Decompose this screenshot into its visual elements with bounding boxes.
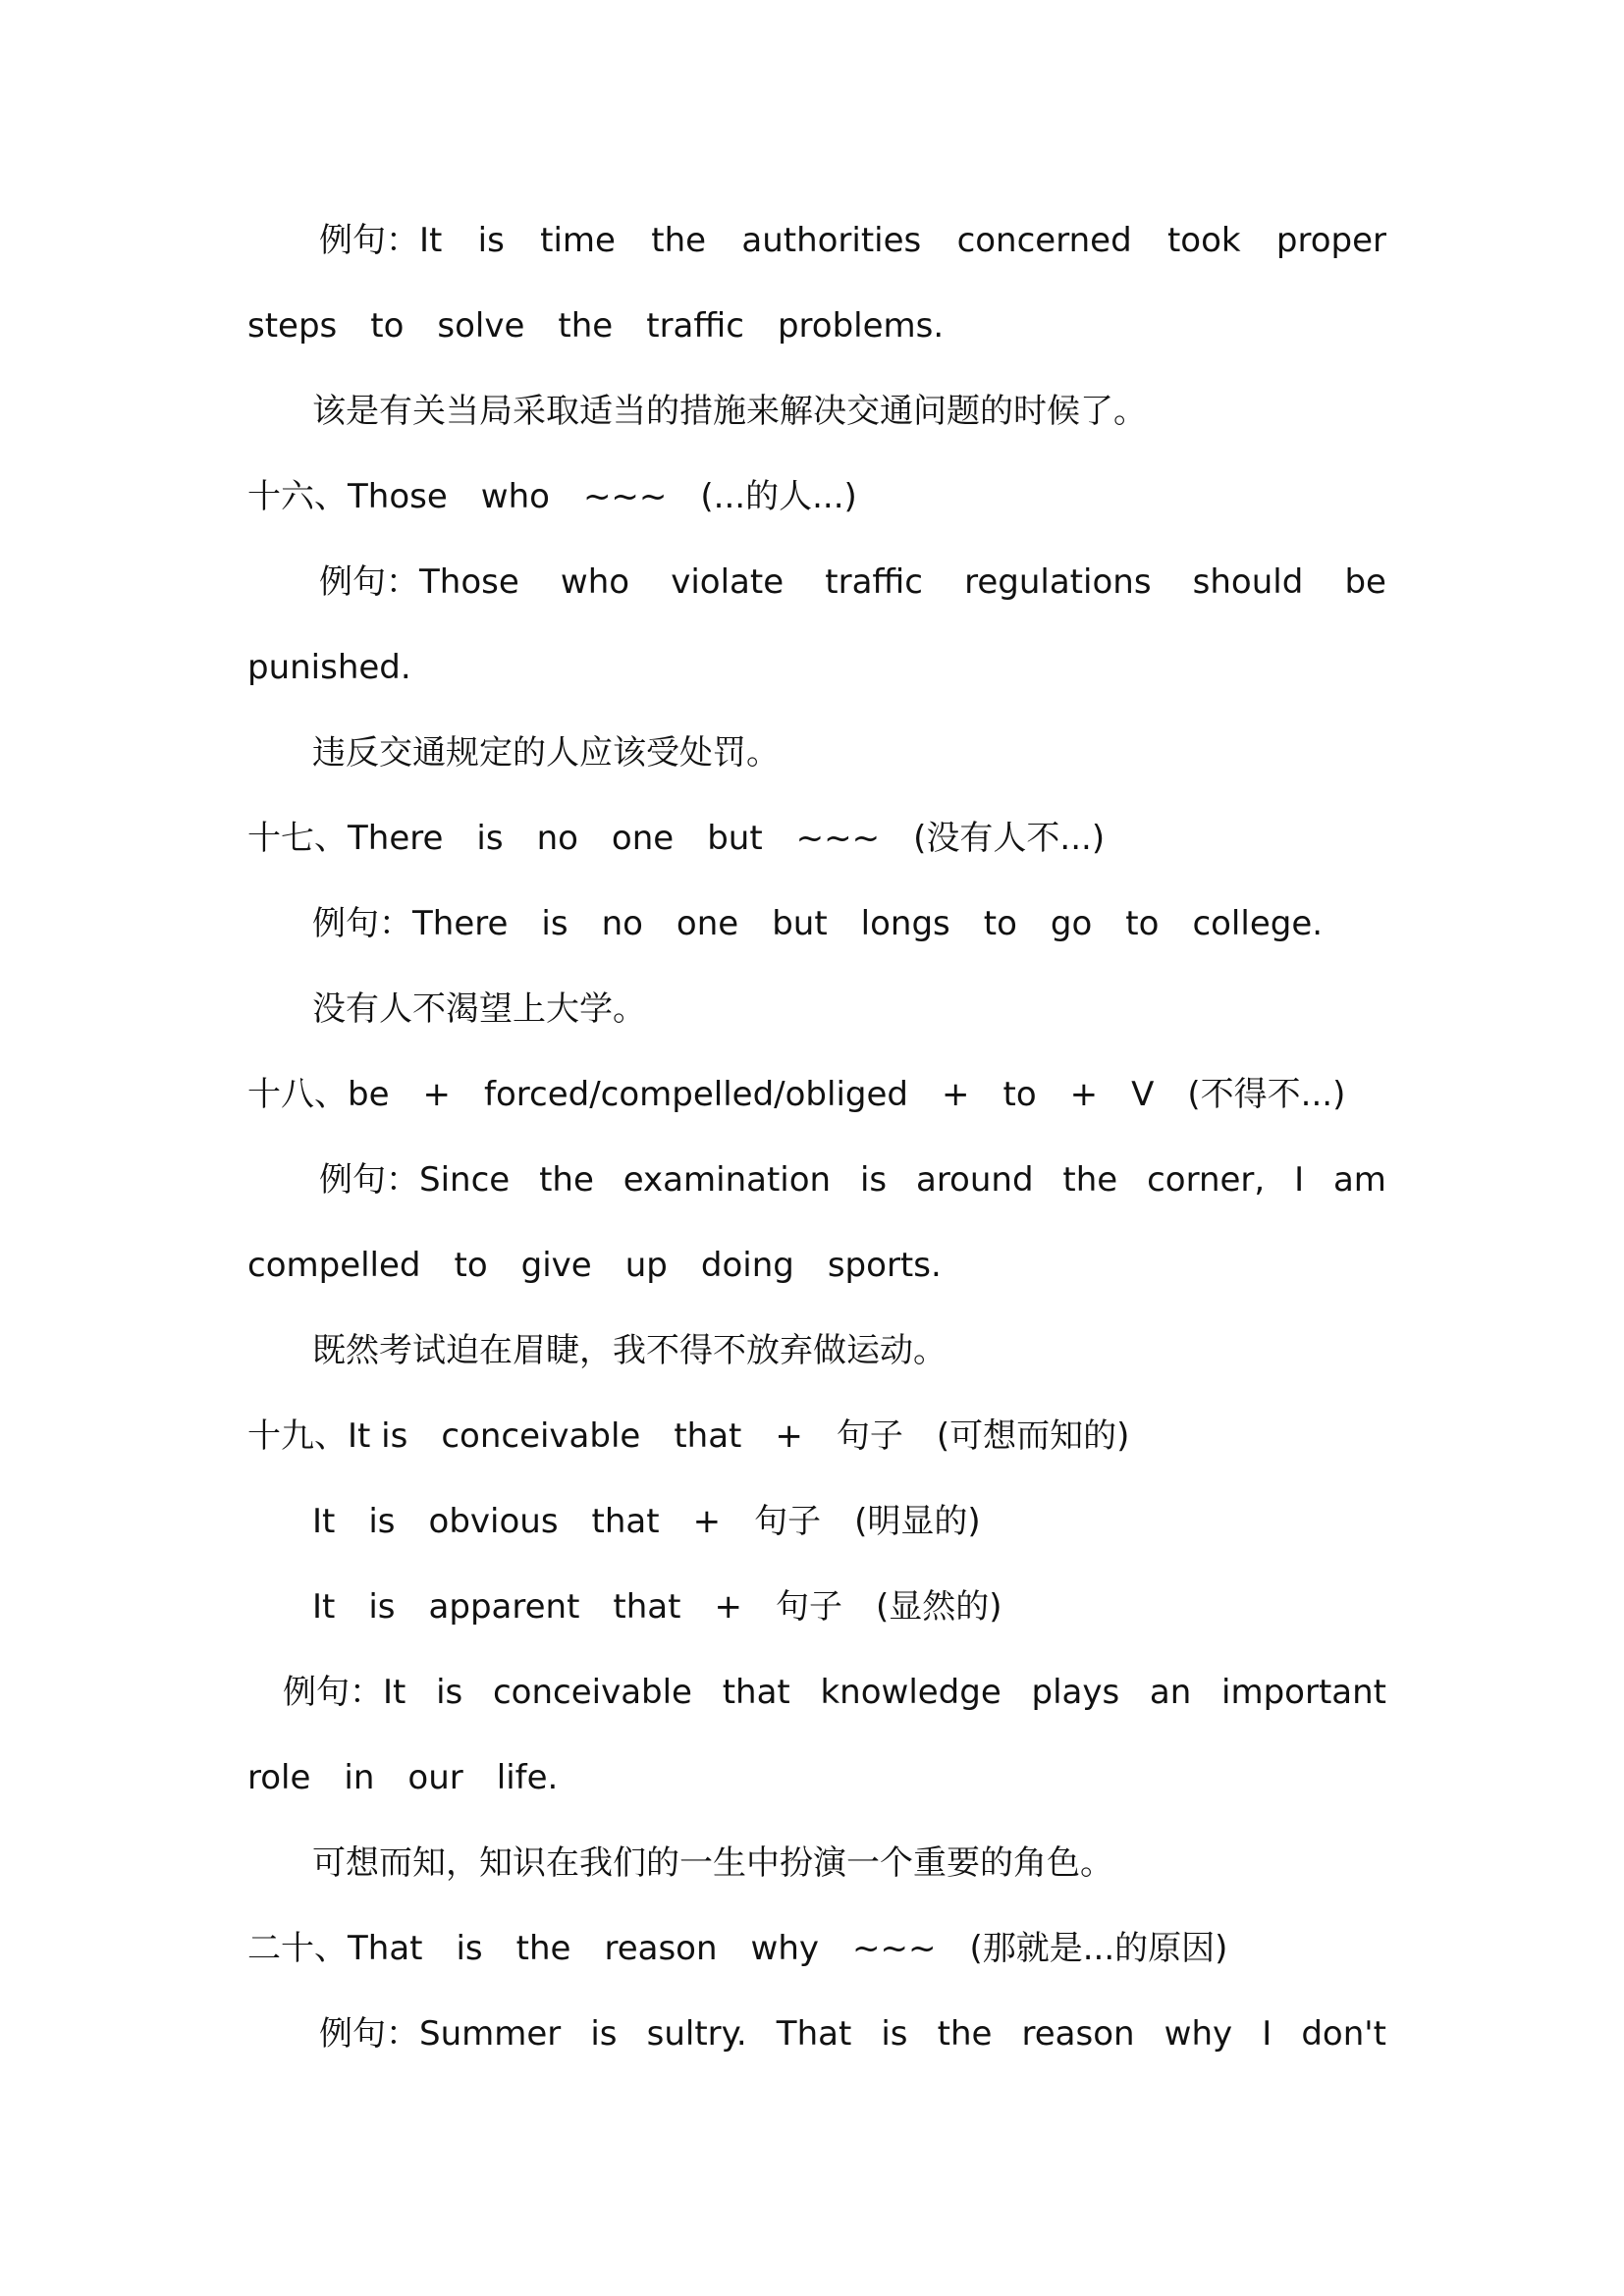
word: I	[1262, 2014, 1272, 2054]
word: who	[480, 477, 550, 516]
word: the	[515, 1929, 571, 1968]
word: +	[422, 1075, 451, 1114]
word: proper	[1275, 221, 1386, 260]
word: knowledge	[820, 1673, 1001, 1712]
word: authorities	[741, 221, 922, 260]
word: regulations	[964, 562, 1152, 602]
word: +	[692, 1502, 722, 1541]
word: 句子	[775, 1587, 842, 1627]
word: steps	[247, 306, 338, 346]
word: give	[520, 1246, 592, 1285]
word: 十九、It is	[247, 1416, 408, 1456]
example-sentence	[319, 2004, 1386, 2063]
word: (可想而知的)	[936, 1416, 1130, 1456]
chinese-translation	[312, 1321, 1386, 1380]
word: ~~~	[852, 1929, 937, 1968]
word: no	[536, 819, 578, 858]
word: around	[915, 1160, 1034, 1200]
chinese-translation	[312, 382, 1386, 441]
example-sentence	[319, 211, 1386, 270]
word: conceivable	[492, 1673, 692, 1712]
word: that	[674, 1416, 742, 1456]
word: conceivable	[441, 1416, 641, 1456]
word: go	[1050, 904, 1093, 943]
word: ~~~	[795, 819, 881, 858]
word: 例句：Since	[319, 1160, 511, 1200]
word: is	[541, 904, 568, 943]
word: violate	[671, 562, 785, 602]
word: one	[676, 904, 739, 943]
word: +	[714, 1587, 742, 1627]
word: problems.	[777, 306, 945, 346]
chinese-translation	[312, 1834, 1386, 1893]
word: traffic	[646, 306, 744, 346]
word: compelled	[247, 1246, 421, 1285]
word: to	[983, 904, 1017, 943]
word: life.	[496, 1758, 559, 1797]
example-continuation	[247, 638, 1386, 697]
word: one	[611, 819, 675, 858]
example-sentence	[312, 894, 1386, 953]
word: ~~~	[582, 477, 668, 516]
word: 句子	[754, 1502, 822, 1541]
word: that	[591, 1502, 660, 1541]
chinese-translation	[312, 723, 1386, 782]
word: examination	[623, 1160, 832, 1200]
word: That	[776, 2014, 852, 2054]
word: college.	[1192, 904, 1324, 943]
word: to	[1002, 1075, 1037, 1114]
word: is	[859, 1160, 888, 1200]
pattern-variant	[312, 1577, 1386, 1636]
word: the	[651, 221, 707, 260]
pattern-heading	[247, 1407, 1386, 1466]
word: be	[1344, 562, 1386, 602]
word: (不得不...)	[1187, 1075, 1346, 1114]
pattern-variant	[312, 1492, 1386, 1551]
word: sultry.	[646, 2014, 747, 2054]
word: to	[1125, 904, 1160, 943]
word: is	[476, 819, 504, 858]
word: our	[407, 1758, 463, 1797]
word: reason	[604, 1929, 718, 1968]
word: corner,	[1147, 1160, 1266, 1200]
line-text: 没有人不渴望上大学。	[312, 989, 646, 1029]
pattern-heading	[247, 1065, 1386, 1124]
word: who	[560, 562, 630, 602]
word: 例句：There	[312, 904, 509, 943]
example-sentence	[283, 1663, 1386, 1722]
word: is	[590, 2014, 618, 2054]
pattern-heading	[247, 809, 1386, 868]
word: doing	[700, 1246, 794, 1285]
word: apparent	[428, 1587, 580, 1627]
chinese-translation	[312, 980, 1386, 1039]
word: 十七、There	[247, 819, 444, 858]
word: obvious	[428, 1502, 559, 1541]
word: the	[558, 306, 614, 346]
example-sentence	[319, 1150, 1386, 1209]
word: but	[707, 819, 763, 858]
pattern-heading	[247, 1919, 1386, 1978]
word: took	[1166, 221, 1241, 260]
word: longs	[860, 904, 950, 943]
word: (...的人...)	[700, 477, 857, 516]
pattern-heading	[247, 467, 1386, 526]
word: to	[370, 306, 405, 346]
example-continuation	[247, 1236, 1386, 1295]
word: It	[312, 1502, 336, 1541]
word: +	[775, 1416, 803, 1456]
word: is	[368, 1587, 396, 1627]
word: is	[436, 1673, 463, 1712]
word: why	[1164, 2014, 1233, 2054]
word: don't	[1301, 2014, 1386, 2054]
word: (明显的)	[854, 1502, 981, 1541]
word: +	[941, 1075, 970, 1114]
word: 句子	[836, 1416, 903, 1456]
word: 例句：Those	[319, 562, 519, 602]
word: that	[722, 1673, 790, 1712]
word: +	[1069, 1075, 1099, 1114]
word: role	[247, 1758, 311, 1797]
word: plays	[1031, 1673, 1120, 1712]
word: 十八、be	[247, 1075, 390, 1114]
line-text: 可想而知，知识在我们的一生中扮演一个重要的角色。	[312, 1843, 1113, 1883]
word: why	[750, 1929, 820, 1968]
word: traffic	[825, 562, 923, 602]
word: no	[601, 904, 643, 943]
example-continuation	[247, 1748, 1386, 1807]
word: sports.	[827, 1246, 942, 1285]
word: V	[1131, 1075, 1155, 1114]
word: 例句：It	[319, 221, 443, 260]
word: an	[1149, 1673, 1192, 1712]
word: the	[1062, 1160, 1118, 1200]
word: concerned	[956, 221, 1132, 260]
word: to	[454, 1246, 488, 1285]
word: (那就是...的原因)	[969, 1929, 1228, 1968]
word: is	[368, 1502, 396, 1541]
word: (显然的)	[875, 1587, 1002, 1627]
word: the	[937, 2014, 993, 2054]
word: but	[772, 904, 828, 943]
word: should	[1192, 562, 1304, 602]
word: solve	[437, 306, 525, 346]
word: 例句：Summer	[319, 2014, 562, 2054]
word: up	[624, 1246, 668, 1285]
word: It	[312, 1587, 336, 1627]
word: am	[1332, 1160, 1386, 1200]
word: 例句：It	[283, 1673, 406, 1712]
word: that	[613, 1587, 681, 1627]
word: is	[477, 221, 505, 260]
word: is	[456, 1929, 483, 1968]
word: 十六、Those	[247, 477, 448, 516]
word: forced/compelled/obliged	[484, 1075, 908, 1114]
word: important	[1221, 1673, 1386, 1712]
word: in	[344, 1758, 375, 1797]
line-text: 违反交通规定的人应该受处罚。	[312, 733, 780, 773]
word: reason	[1021, 2014, 1135, 2054]
line-text: 既然考试迫在眉睫，我不得不放弃做运动。	[312, 1331, 947, 1370]
word: is	[881, 2014, 908, 2054]
line-text: 该是有关当局采取适当的措施来解决交通问题的时候了。	[312, 392, 1147, 431]
word: the	[539, 1160, 594, 1200]
word: punished.	[247, 648, 411, 687]
word: 二十、That	[247, 1929, 423, 1968]
word: I	[1294, 1160, 1305, 1200]
word: time	[540, 221, 616, 260]
example-sentence	[319, 553, 1386, 612]
word: (没有人不...)	[913, 819, 1106, 858]
example-continuation	[247, 296, 1386, 355]
